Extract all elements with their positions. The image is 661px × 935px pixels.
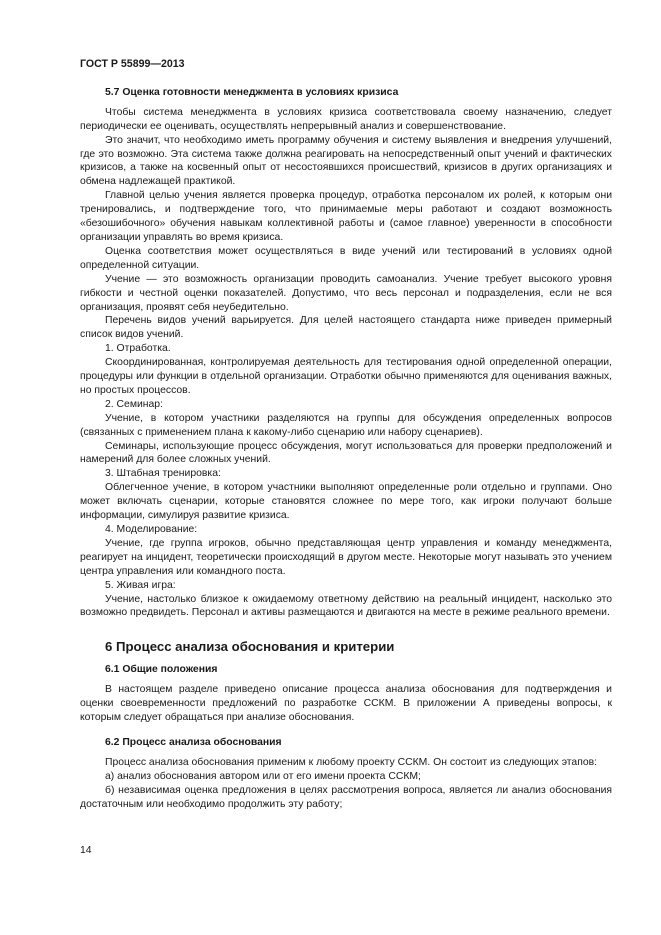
section-6-title: 6 Процесс анализа обоснования и критерии — [105, 639, 395, 655]
list-item-a: а) анализ обоснования автором или от его имени проекта ССКМ; — [105, 770, 421, 782]
exercise-title-seminar: 2. Семинар: — [105, 398, 163, 410]
exercise-title-live-play: 5. Живая игра: — [105, 579, 176, 591]
section-6 — [80, 638, 612, 811]
list-item-b: б) независимая оценка предложения в целях рассмотрения вопроса, является ли анализ обоснования достаточным или необходимо продолжить эту работу; — [80, 784, 612, 810]
page-number: 14 — [80, 845, 92, 856]
exercise-description: Семинары, использующие процесс обсуждения, могут использоваться для проверки предположений и намерений для более сложных учений. — [80, 440, 612, 466]
paragraph: Главной целью учения является проверка процедур, отработка персоналом их ролей, к которым они тренировались, и подтверждение того, что принимаемые меры работают и создают возможность «безошибочного» обучения навыкам коллективной работы и (самое главное) уверенности в способности организации управлять во время кризиса. — [80, 190, 612, 243]
paragraph: Процесс анализа обоснования применим к любому проекту ССКМ. Он состоит из следующих этапов: — [105, 756, 598, 768]
paragraph: Это значит, что необходимо иметь программу обучения и систему выявления и внедрения улучшений, где это возможно. Эта система также должна реагировать на непосредственный опыт учений и фактических кризисов, а также на косвенный опыт от несостоявшихся происшествий, кризисов в других организациях и обмена надлежащей практикой. — [80, 134, 612, 188]
section-6-2-title: 6.2 Процесс анализа обоснования — [105, 736, 282, 748]
exercise-title-drill: 1. Отработка. — [105, 343, 171, 355]
section-5-7-title: 5.7 Оценка готовности менеджмента в условиях кризиса — [105, 86, 399, 98]
paragraph: Учение — это возможность организации проводить самоанализ. Учение требует высокого уровня гибкости и честной оценки показателей. Допустимо, что весь персонал и подразделения, если не вся организация, проявят себя неубедительно. — [80, 273, 612, 313]
exercise-title-tabletop: 3. Штабная тренировка: — [105, 468, 221, 480]
paragraph: В настоящем разделе приведено описание процесса анализа обоснования для подтверждения и оценки своевременности предложений по разработке ССКМ. В приложении А приведены вопросы, к которым следует обращаться при анализе обоснования. — [80, 684, 612, 724]
paragraph: Чтобы система менеджмента в условиях кризиса соответствовала своему назначению, следует периодически ее оценивать, осуществлять непрерывный анализ и совершенствование. — [80, 106, 612, 132]
exercise-description: Скоординированная, контролируемая деятельность для тестирования одной определенной операции, процедуры или функции в отдельной организации. Отработки обычно применяются для оценивания важных, но простых процессов. — [80, 357, 612, 396]
standard-header: ГОСТ Р 55899—2013 — [80, 58, 185, 70]
exercise-title-simulation: 4. Моделирование: — [105, 524, 198, 535]
spacer — [80, 725, 612, 736]
section-5-7 — [80, 86, 612, 620]
exercise-description: Учение, настолько близкое к ожидаемому ответному действию на реальный инцидент, насколько это возможно предвидеть. Персонал и активы размещаются и двигаются на месте в режиме реального времени. — [80, 593, 612, 619]
exercise-description: Учение, где группа игроков, обычно представляющая центр управления и команду менеджмента, реагирует на инцидент, теоретически происходящий в другом месте. Некоторые могут называть это учением центра управления или командного поста. — [80, 537, 612, 577]
exercise-description: Облегченное учение, в котором участники выполняют определенные роли отдельно и группами. Оно может включать сценарии, которые становятся сложнее по мере того, как игроки получают больше информации, симулируя развитие кризиса. — [80, 482, 612, 522]
paragraph: Перечень видов учений варьируется. Для целей настоящего стандарта ниже приведен примерный список видов учений. — [80, 315, 612, 341]
exercise-description: Учение, в котором участники разделяются на группы для обсуждения определенных вопросов (связанных с применением плана к какому-либо сценарию или набору сценариев). — [80, 412, 612, 438]
section-6-1-title: 6.1 Общие положения — [105, 664, 218, 676]
paragraph: Оценка соответствия может осуществляться в виде учений или тестирований в условиях одной определенной ситуации. — [80, 245, 612, 271]
